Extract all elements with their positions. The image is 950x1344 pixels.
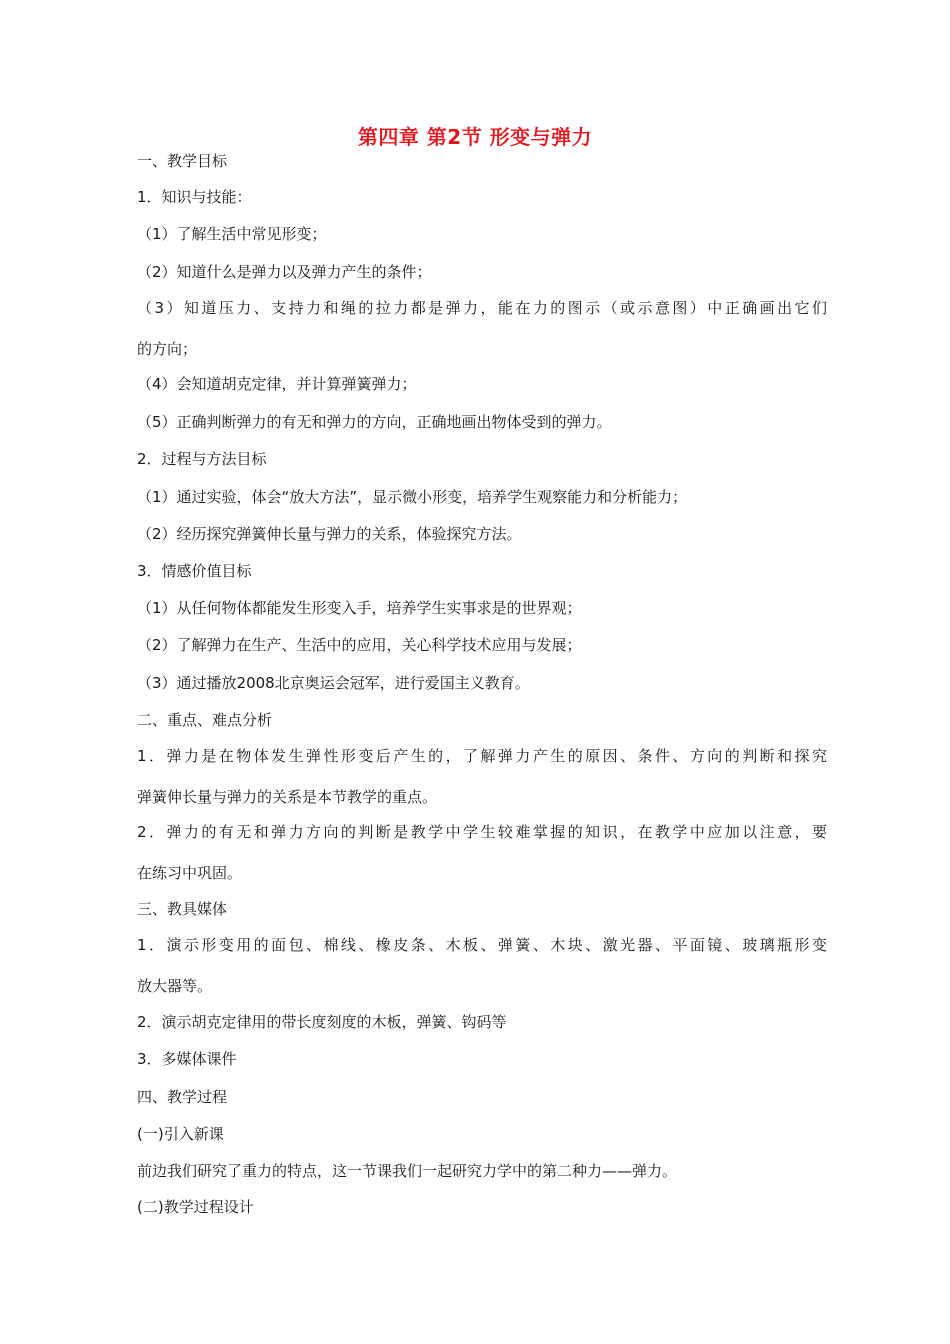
subheading-process-design: (二)教学过程设计: [137, 1198, 254, 1216]
document-title: 第四章 第2节 形变与弹力: [357, 125, 593, 149]
subheading-introduction: (一)引入新课: [137, 1125, 224, 1143]
media-item-continued: 放大器等。: [137, 977, 213, 995]
subheading-emotional-values: 3．情感价值目标: [137, 562, 252, 580]
objective-item: （1）通过实验，体会“放大方法”，显示微小形变，培养学生观察能力和分析能力；: [137, 488, 688, 506]
objective-item-continued: 的方向；: [137, 340, 198, 358]
media-item: 1．演示形变用的面包、棉线、橡皮条、木板、弹簧、木块、激光器、平面镜、玻璃瓶形变: [137, 936, 827, 954]
objective-item: （1）从任何物体都能发生形变入手，培养学生实事求是的世界观；: [137, 599, 582, 617]
objective-item: （1）了解生活中常见形变；: [137, 225, 327, 243]
objective-item: （4）会知道胡克定律，并计算弹簧弹力；: [137, 375, 417, 393]
subheading-process-methods: 2．过程与方法目标: [137, 450, 267, 468]
objective-item: （2）了解弹力在生产、生活中的应用，关心科学技术应用与发展；: [137, 636, 582, 654]
objective-item: （5）正确判断弹力的有无和弹力的方向，正确地画出物体受到的弹力。: [137, 413, 612, 431]
section-heading-key-points: 二、重点、难点分析: [137, 711, 273, 729]
objective-item: （3）通过播放2008北京奥运会冠军，进行爱国主义教育。: [137, 674, 530, 692]
section-heading-objectives: 一、教学目标: [137, 152, 228, 170]
key-point-item-continued: 在练习中巩固。: [137, 864, 243, 882]
key-point-item-continued: 弹簧伸长量与弹力的关系是本节教学的重点。: [137, 788, 438, 806]
media-item: 3．多媒体课件: [137, 1050, 237, 1068]
objective-item: （2）知道什么是弹力以及弹力产生的条件；: [137, 263, 432, 281]
media-item: 2．演示胡克定律用的带长度刻度的木板，弹簧、钩码等: [137, 1013, 507, 1031]
section-heading-media: 三、教具媒体: [137, 900, 228, 918]
objective-item: （3）知道压力、支持力和绳的拉力都是弹力，能在力的图示（或示意图）中正确画出它们: [137, 299, 827, 317]
objective-item: （2）经历探究弹簧伸长量与弹力的关系，体验探究方法。: [137, 525, 522, 543]
subheading-knowledge-skills: 1．知识与技能：: [137, 188, 252, 206]
key-point-item: 1．弹力是在物体发生弹性形变后产生的，了解弹力产生的原因、条件、方向的判断和探究: [137, 747, 827, 765]
key-point-item: 2．弹力的有无和弹力方向的判断是教学中学生较难掌握的知识，在教学中应加以注意，要: [137, 823, 827, 841]
section-heading-process: 四、教学过程: [137, 1088, 228, 1106]
body-paragraph: 前边我们研究了重力的特点，这一节课我们一起研究力学中的第二种力——弹力。: [137, 1162, 678, 1180]
